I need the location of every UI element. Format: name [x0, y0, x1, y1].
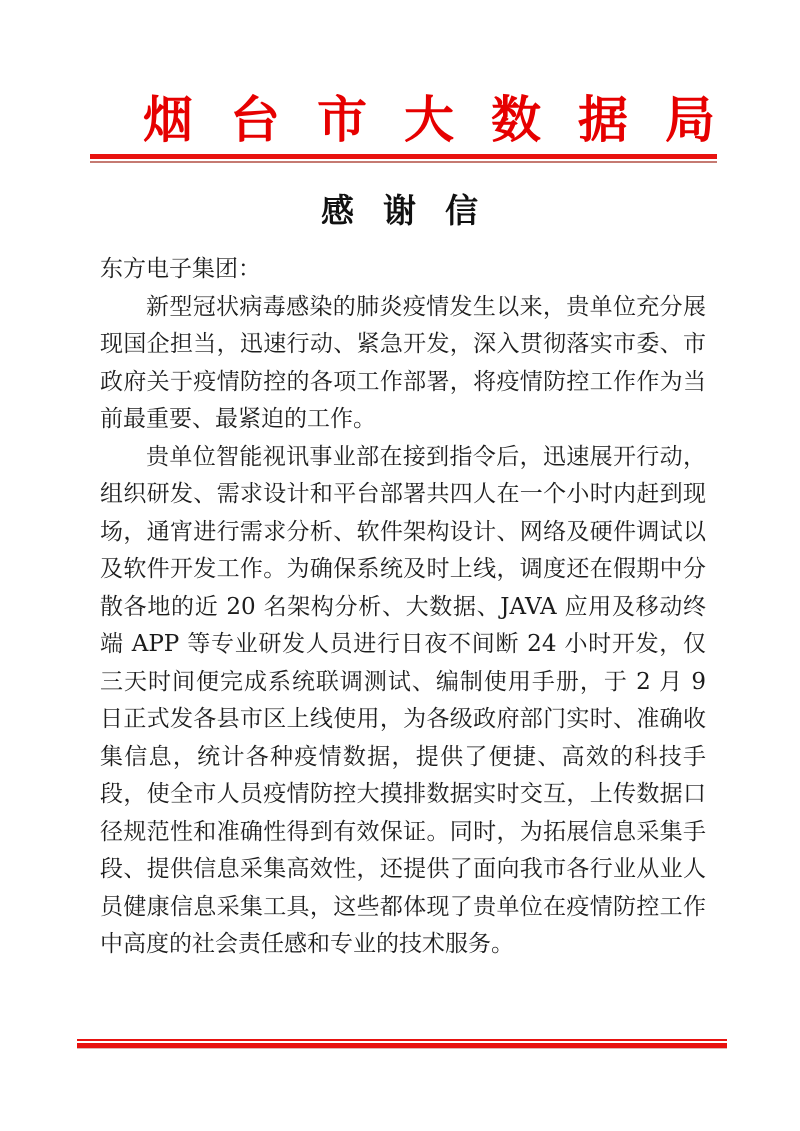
agency-name-header: 烟台市大数据局	[143, 90, 752, 149]
rule-bottom-shadow-line	[77, 1048, 727, 1049]
rule-top-thin-line	[90, 161, 717, 163]
red-double-rule-bottom	[77, 1039, 727, 1049]
body-paragraph-2: 贵单位智能视讯事业部在接到指令后，迅速展开行动，组织研发、需求设计和平台部署共四人在一个小时内赶到现场，通宵进行需求分析、软件架构设计、网络及硬件调试以及软件开发工作。为确保系统及时上线，调度还在假期中分散各地的近 20 名架构分析、大数据、JAVA 应用及移动终端 APP 等专业研发人员进行日夜不间断 24 小时开发，仅三天时间便完成系统联调测试、编制使用手册，于 2 月 9 日正式发各县市区上线使用，为各级政府部门实时、准确收集信息，统计各种疫情数据，提供了便捷、高效的科技手段，使全市人员疫情防控大摸排数据实时交互，上传数据口径规范性和准确性得到有效保证。同时，为拓展信息采集手段、提供信息采集高效性，还提供了面向我市各行业从业人员健康信息采集工具，这些都体现了贵单位在疫情防控工作中高度的社会责任感和专业的技术服务。	[100, 443, 706, 957]
salutation: 东方电子集团：	[100, 256, 261, 282]
letter-title: 感谢信	[321, 191, 507, 230]
letter-body	[100, 251, 706, 964]
body-paragraph-1: 新型冠状病毒感染的肺炎疫情发生以来，贵单位充分展现国企担当，迅速行动、紧急开发，深入贯彻落实市委、市政府关于疫情防控的各项工作部署，将疫情防控工作作为当前最重要、最紧迫的工作。	[100, 293, 706, 432]
red-double-rule-top	[90, 154, 717, 163]
